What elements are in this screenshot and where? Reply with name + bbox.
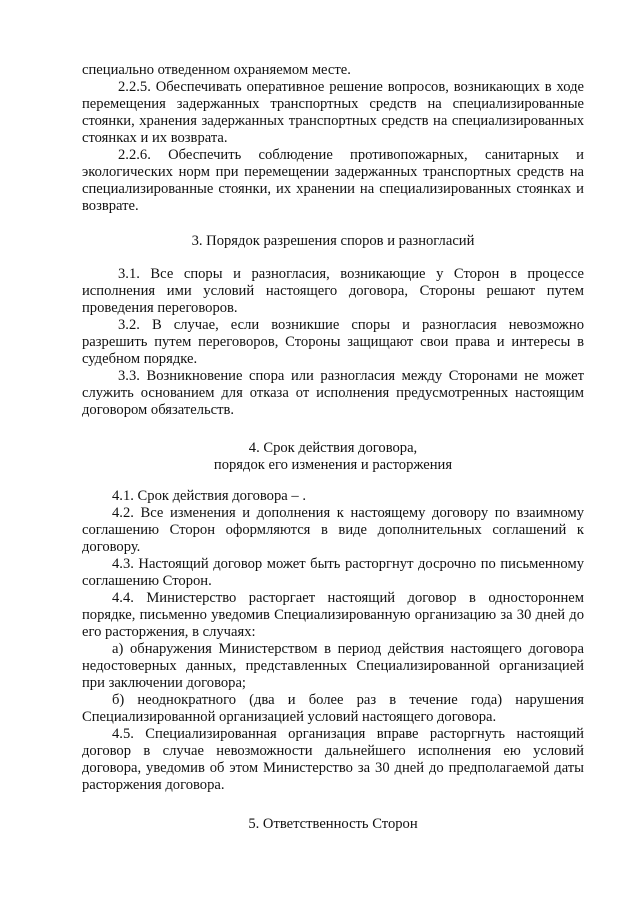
paragraph-continuation: специально отведенном охраняемом месте.: [82, 62, 351, 78]
paragraph-4-4-a: а) обнаружения Министерством в период действия настоящего договора недостоверных данных, представленных Специализированной организацией при заключении договора;: [82, 641, 584, 691]
section-4-heading-line1: 4. Срок действия договора,: [248, 440, 418, 456]
paragraph-4-3: 4.3. Настоящий договор может быть расторгнут досрочно по письменному соглашению Сторон.: [82, 556, 584, 589]
paragraph-2-2-5: 2.2.5. Обеспечивать оперативное решение вопросов, возникающих в ходе перемещения задержанных транспортных средств на специализированные стоянки, хранения задержанных транспортных средств на специализированных стоянках и их возврата.: [82, 79, 584, 146]
paragraph-4-4: 4.4. Министерство расторгает настоящий договор в одностороннем порядке, письменно уведомив Специализированную организацию за 30 дней до его расторжения, в случаях:: [82, 590, 584, 640]
paragraph-3-2: 3.2. В случае, если возникшие споры и разногласия невозможно разрешить путем переговоров, Стороны защищают свои права и интересы в судебном порядке.: [82, 317, 584, 367]
section-3: [82, 266, 584, 419]
section-4-heading-line2: порядок его изменения и расторжения: [213, 457, 453, 473]
section-2-continuation: [82, 62, 584, 215]
paragraph-4-5: 4.5. Специализированная организация вправе расторгнуть настоящий договор в случае невозможности дальнейшего исполнения ею условий договора, уведомив об этом Министерство за 30 дней до предполагаемой даты расторжения договора.: [82, 726, 584, 793]
paragraph-4-2: 4.2. Все изменения и дополнения к настоящему договору по взаимному соглашению Сторон оформляются в виде дополнительных соглашений к договору.: [82, 505, 584, 555]
section-3-heading: 3. Порядок разрешения споров и разногласий: [191, 233, 475, 249]
paragraph-3-3: 3.3. Возникновение спора или разногласия между Сторонами не может служить основанием для отказа от исполнения предусмотренных настоящим договором обязательств.: [82, 368, 584, 418]
section-4-heading-block: [82, 440, 584, 474]
paragraph-4-4-b: б) неоднократного (два и более раз в течение года) нарушения Специализированной организацией условий настоящего договора.: [82, 692, 584, 725]
section-5-heading: 5. Ответственность Сторон: [248, 816, 418, 832]
paragraph-2-2-6: 2.2.6. Обеспечить соблюдение противопожарных, санитарных и экологических норм при перемещении задержанных транспортных средств на специализированные стоянки, их хранении на специализированных стоянках и возврате.: [82, 147, 584, 214]
section-4: [82, 488, 584, 794]
paragraph-3-1: 3.1. Все споры и разногласия, возникающие у Сторон в процессе исполнения ими условий настоящего договора, Стороны решают путем проведения переговоров.: [82, 266, 584, 316]
section-3-heading-block: [82, 233, 584, 250]
paragraph-4-1: 4.1. Срок действия договора – .: [112, 488, 306, 504]
section-5-heading-block: [82, 816, 584, 833]
